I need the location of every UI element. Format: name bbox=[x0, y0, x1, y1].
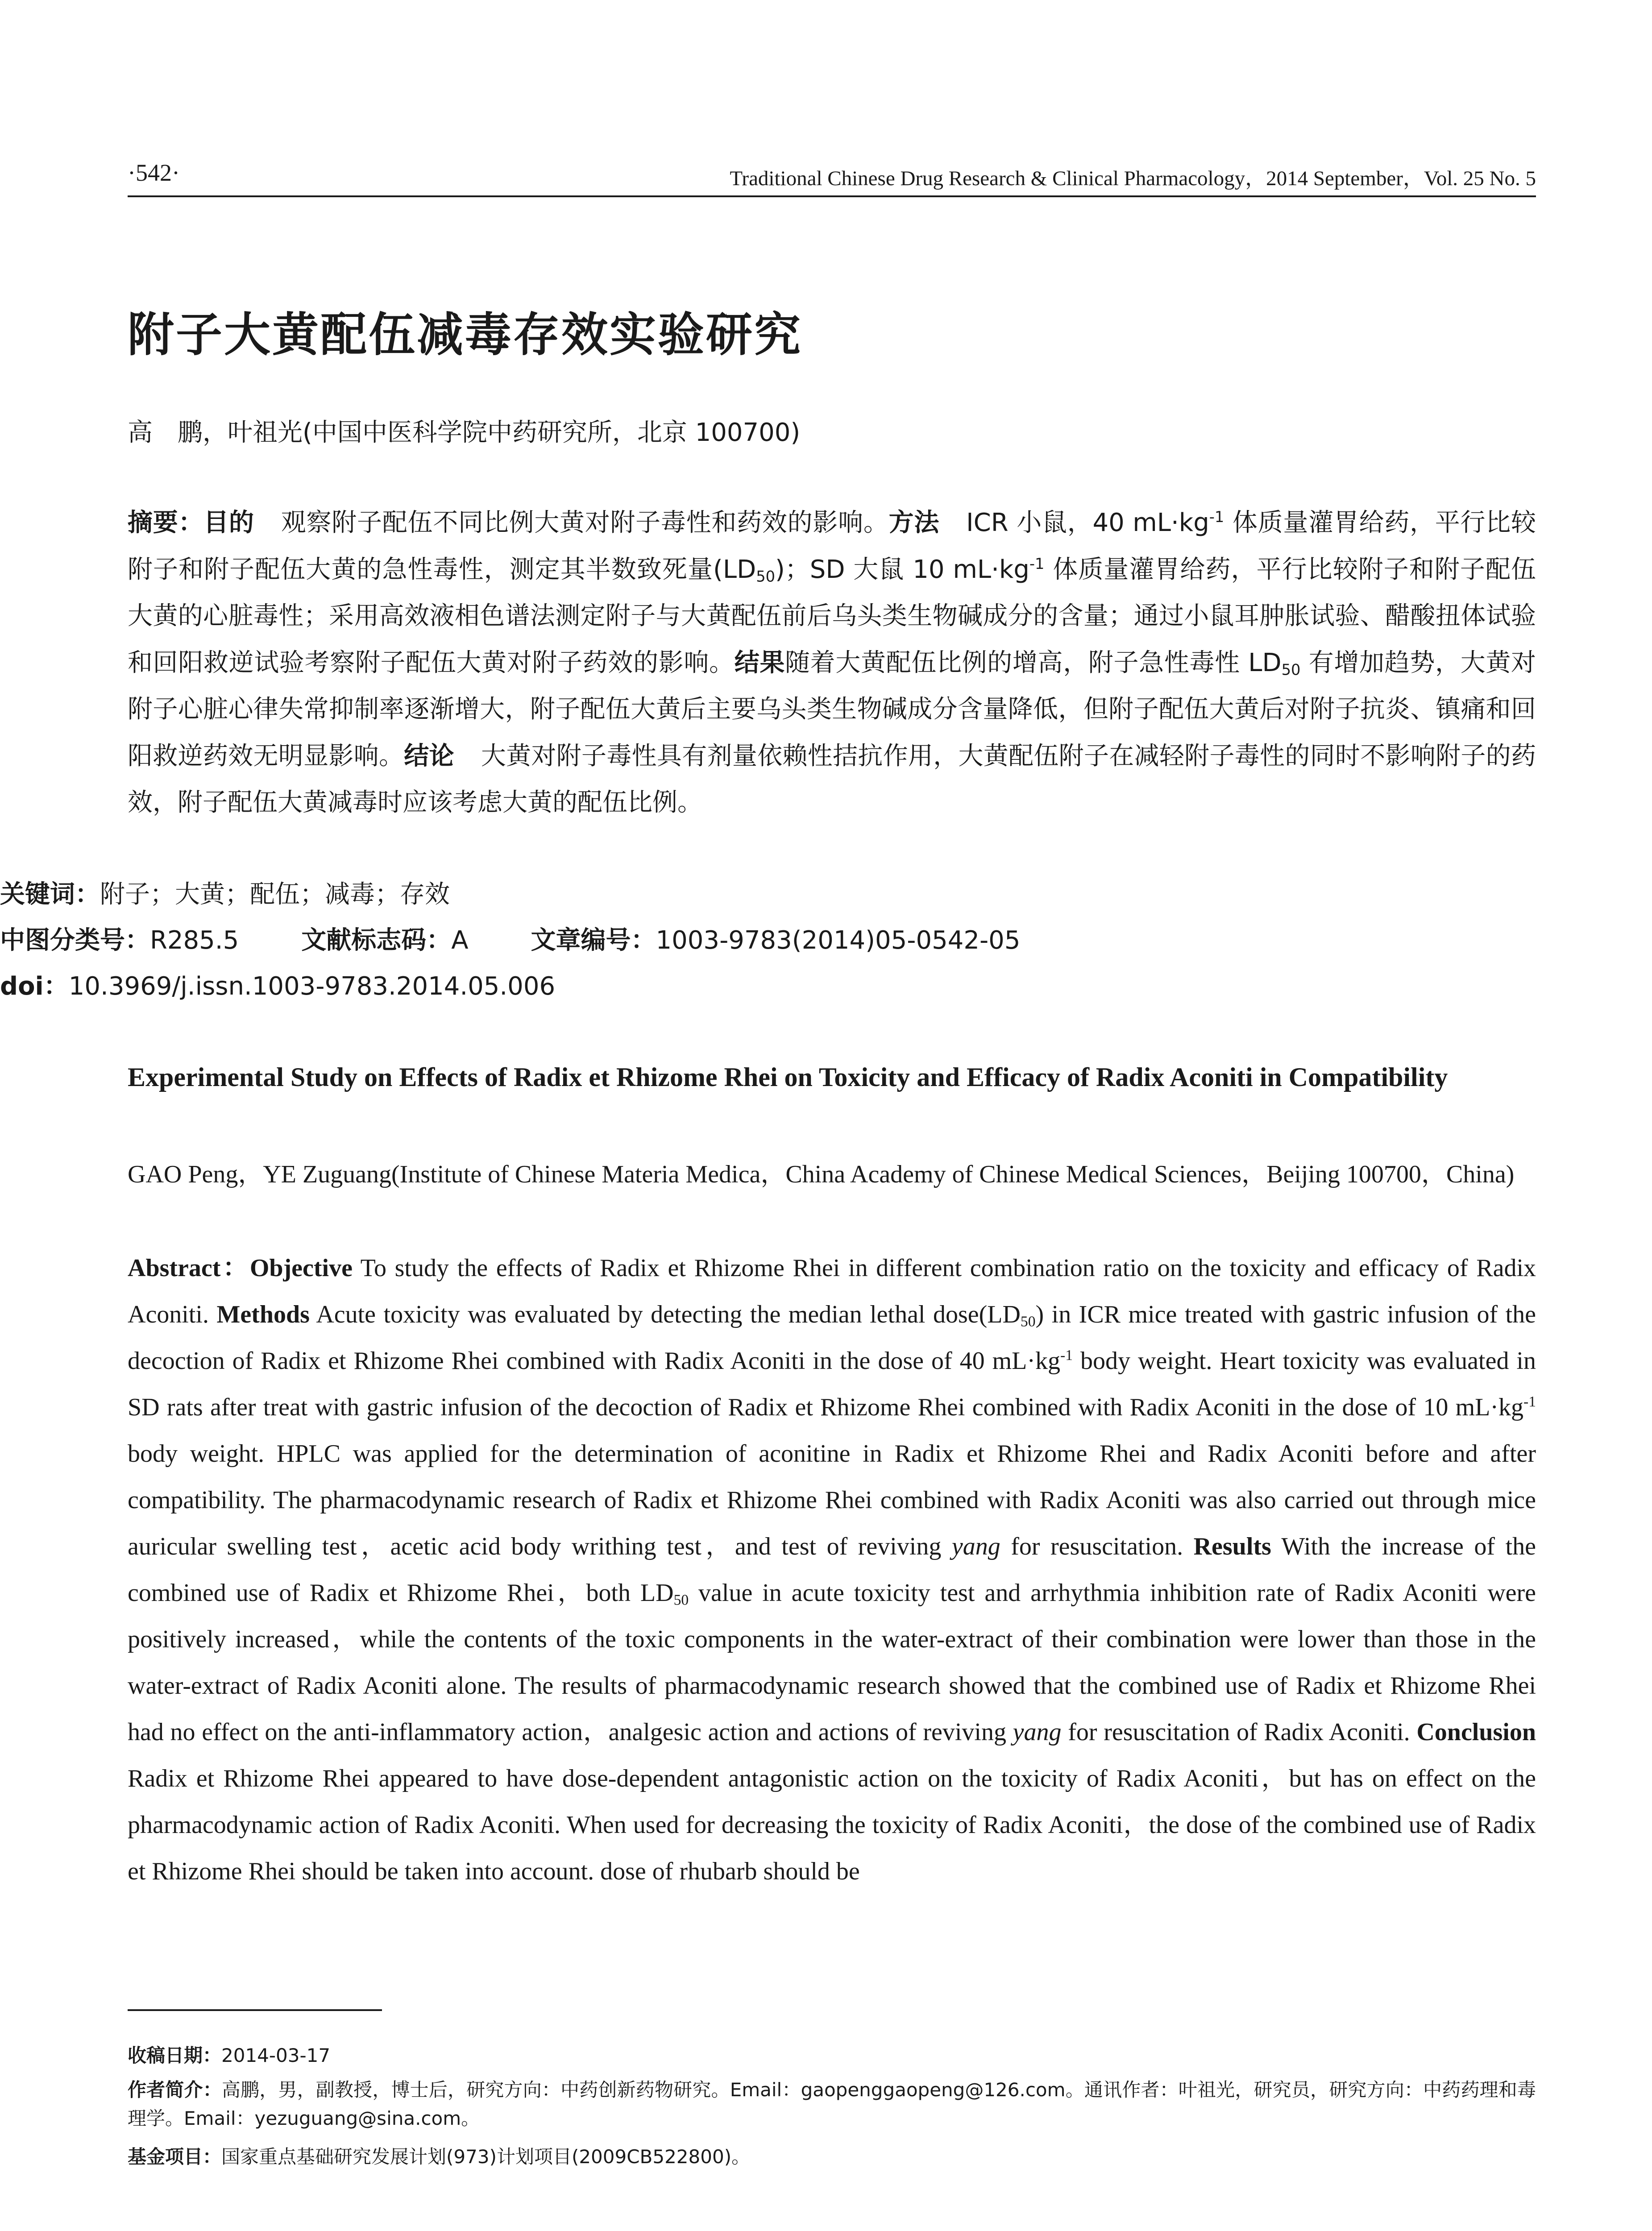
footnote-received bbox=[128, 2041, 1536, 2070]
methods-en-text-e: for resuscitation. bbox=[1000, 1533, 1183, 1560]
footnote-fund bbox=[128, 2143, 1536, 2171]
article-no-value: 1003-9783(2014)05-0542-05 bbox=[656, 926, 1021, 955]
results-cn-text-a: 随着大黄配伍比例的增高，附子急性毒性 LD bbox=[785, 648, 1282, 677]
results-cn-sub: 50 bbox=[1281, 660, 1301, 678]
methods-cn-text-b: 体质量灌胃给药，平行比较附子和附子配伍大黄的急性毒性，测定其半数致死量(LD bbox=[128, 508, 1536, 584]
doc-code-label: 文献标志码： bbox=[301, 926, 452, 955]
clc-value: R285.5 bbox=[150, 926, 239, 955]
authors-en: GAO Peng，YE Zuguang(Institute of Chinese Materia Medica，China Academy of Chinese Medical Sciences，Beijing 100700，China) bbox=[128, 1161, 1515, 1188]
author-bio-text: 高鹏，男，副教授，博士后，研究方向：中药创新药物研究。Email：gaopenggaopeng@126.com。通讯作者：叶祖光，研究员，研究方向：中药药理和毒理学。Email：yezuguang@sina.com。 bbox=[128, 2079, 1536, 2129]
results-en-italic: yang bbox=[1013, 1718, 1062, 1746]
methods-en-text-a: Acute toxicity was evaluated by detecting the median lethal dose(LD bbox=[316, 1301, 1021, 1328]
methods-en-sup-1: -1 bbox=[1060, 1347, 1073, 1364]
fund-text: 国家重点基础研究发展计划(973)计划项目(2009CB522800)。 bbox=[221, 2146, 751, 2168]
article-title-cn: 附子大黄配伍减毒存效实验研究 bbox=[128, 307, 803, 362]
doc-code-value: A bbox=[451, 926, 469, 955]
results-en-label: Results bbox=[1193, 1533, 1271, 1560]
page-number: ·542· bbox=[128, 159, 180, 186]
methods-en-italic: yang bbox=[951, 1533, 1000, 1560]
objective-en-text: To study the effects of Radix et Rhizome Rhei in different combination ratio on the toxicity and efficacy of Radix Aconiti. bbox=[128, 1254, 1536, 1328]
article-title-en: Experimental Study on Effects of Radix et Rhizome Rhei on Toxicity and Efficacy of Radix Aconiti in Compatibility bbox=[128, 1062, 1448, 1092]
keywords-label: 关键词： bbox=[0, 880, 100, 909]
received-label: 收稿日期： bbox=[128, 2044, 222, 2066]
conclusion-en-text: Radix et Rhizome Rhei appeared to have dose-dependent antagonistic action on the toxicity of Radix Aconiti，but has on effect on the pharmacodynamic action of Radix Aconiti. When used for decreasing the toxicity of Radix Aconiti，the dose of the combined use of Radix et Rhizome Rhei should be taken into account. dose of rhubarb should be bbox=[128, 1765, 1536, 1885]
abstract-en-label: Abstract： bbox=[128, 1254, 250, 1282]
footnote-author bbox=[128, 2076, 1536, 2133]
methods-cn-sup-1: -1 bbox=[1209, 508, 1224, 526]
methods-en-text-d: body weight. HPLC was applied for the determination of aconitine in Radix et Rhizome Rhei and Radix Aconiti before and after compatibility. The pharmacodynamic research of Radix et Rhizome Rhei combined with Radix Aconiti was also carried out through mice auricular swelling test，acetic acid body writhing test，and test of reviving bbox=[128, 1440, 1536, 1560]
keywords bbox=[0, 875, 450, 910]
running-head: Traditional Chinese Drug Research & Clinical Pharmacology，2014 September，Vol. 25 No. 5 bbox=[730, 167, 1536, 190]
results-en-text-a: With the increase of the combined use of Radix et Rhizome Rhei，both LD bbox=[128, 1533, 1536, 1607]
received-date: 2014-03-17 bbox=[221, 2044, 331, 2066]
doi-label: doi： bbox=[0, 972, 69, 1001]
methods-cn-sub-1: 50 bbox=[756, 567, 775, 585]
fund-label: 基金项目： bbox=[128, 2146, 222, 2168]
abstract-en bbox=[128, 1245, 1536, 1895]
results-cn-label: 结果 bbox=[734, 648, 785, 677]
objective-en-label: Objective bbox=[249, 1254, 353, 1282]
methods-en-label: Methods bbox=[216, 1301, 310, 1328]
abstract-cn bbox=[128, 500, 1536, 826]
methods-cn-text-d: 体质量灌胃给药，平行比较附子和附子配伍大黄的心脏毒性；采用高效液相色谱法测定附子与大黄配伍前后乌头类生物碱成分的含量；通过小鼠耳肿胀试验、醋酸扭体试验和回阳救逆试验考察附子配伍大黄对附子药效的影响。 bbox=[128, 555, 1536, 677]
methods-en-text-c: body weight. Heart toxicity was evaluated in SD rats after treat with gastric infusion of the decoction of Radix et Rhizome Rhei combined with Radix Aconiti in the dose of 10 mL·kg bbox=[128, 1347, 1536, 1421]
conclusion-en-label: Conclusion bbox=[1416, 1718, 1536, 1746]
conclusion-cn-text: 大黄对附子毒性具有剂量依赖性拮抗作用，大黄配伍附子在减轻附子毒性的同时不影响附子的药效，附子配伍大黄减毒时应该考虑大黄的配伍比例。 bbox=[128, 741, 1536, 817]
methods-cn-text-a: ICR 小鼠，40 mL·kg bbox=[966, 508, 1209, 537]
clc-label: 中图分类号： bbox=[0, 926, 150, 955]
abstract-cn-label: 摘要： bbox=[128, 508, 204, 537]
results-cn-text-b: 有增加趋势，大黄对附子心脏心律失常抑制率逐渐增大，附子配伍大黄后主要乌头类生物碱成分含量降低，但附子配伍大黄后对附子抗炎、镇痛和回阳救逆药效无明显影响。 bbox=[128, 648, 1536, 771]
results-en-sub: 50 bbox=[673, 1592, 689, 1609]
methods-cn-label: 方法 bbox=[888, 508, 940, 537]
methods-en-sub: 50 bbox=[1020, 1313, 1036, 1330]
methods-en-text-b: ) in ICR mice treated with gastric infusion of the decoction of Radix et Rhizome Rhei combined with Radix Aconiti in the dose of 40 mL·kg bbox=[128, 1301, 1536, 1375]
objective-cn-label: 目的 bbox=[203, 508, 254, 537]
footnote-rule bbox=[128, 2009, 382, 2011]
results-en-text-b: value in acute toxicity test and arrhythmia inhibition rate of Radix Aconiti were positively increased，while the contents of the toxic components in the water-extract of their combination were lower than those in the water-extract of Radix Aconiti alone. The results of pharmacodynamic research showed that the combined use of Radix et Rhizome Rhei had no effect on the anti-inflammatory action，analgesic action and actions of reviving bbox=[128, 1579, 1536, 1746]
results-en-text-c: for resuscitation of Radix Aconiti. bbox=[1061, 1718, 1410, 1746]
header-rule bbox=[128, 195, 1536, 197]
methods-cn-text-c: )；SD 大鼠 10 mL·kg bbox=[775, 555, 1029, 584]
classification-line bbox=[0, 921, 1020, 956]
methods-cn-sup-2: -1 bbox=[1029, 555, 1045, 572]
authors-cn: 高 鹏，叶祖光(中国中医科学院中药研究所，北京 100700) bbox=[128, 418, 801, 447]
doi-value: 10.3969/j.issn.1003-9783.2014.05.006 bbox=[68, 972, 556, 1001]
author-bio-label: 作者简介： bbox=[128, 2079, 222, 2101]
methods-en-sup-2: -1 bbox=[1523, 1393, 1536, 1410]
objective-cn-text: 观察附子配伍不同比例大黄对附子毒性和药效的影响。 bbox=[281, 508, 889, 537]
conclusion-cn-label: 结论 bbox=[404, 741, 454, 771]
keywords-text: 附子；大黄；配伍；减毒；存效 bbox=[100, 880, 450, 909]
article-no-label: 文章编号： bbox=[531, 926, 656, 955]
doi bbox=[0, 966, 555, 1002]
